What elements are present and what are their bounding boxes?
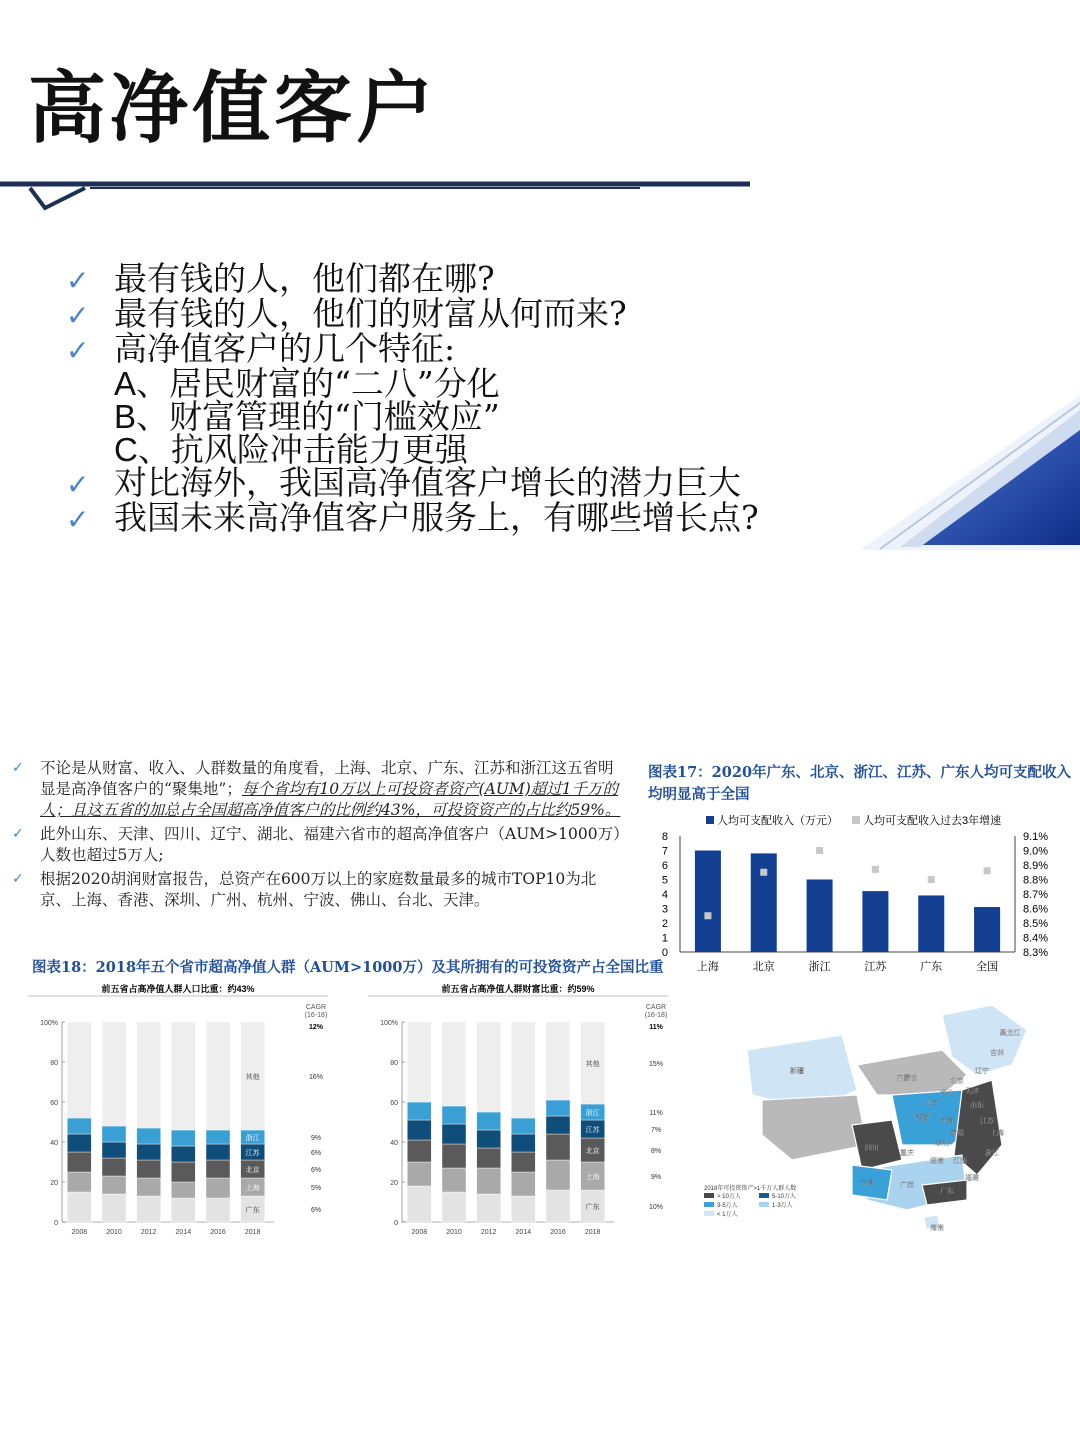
point-growth [872, 866, 879, 873]
x-tick-label: 2014 [515, 1229, 532, 1236]
x-tick-label: 广东 [920, 961, 943, 973]
map-label: 山西 [925, 1100, 939, 1107]
stack-segment [67, 1172, 91, 1192]
map-legend-swatch [704, 1202, 714, 1207]
stack-segment [137, 1160, 161, 1178]
stack-segment [546, 1190, 570, 1222]
cagr-value: 10% [648, 1204, 664, 1211]
stack-segment [546, 1116, 570, 1134]
y-tick-label: 20 [390, 1180, 398, 1187]
figure18-title: 图表18：2018年五个省市超高净值人群（AUM>1000万）及其所拥有的可投资资产占全国比重 [32, 959, 664, 976]
bullet-item: ✓ 最有钱的人，他们都在哪? [66, 259, 495, 298]
cagr-value: 7% [650, 1127, 662, 1134]
stack-segment [442, 1106, 466, 1124]
stack-segment [206, 1130, 230, 1144]
check-icon: ✓ [66, 334, 90, 367]
analysis-bullet: ✓ 此外山东、天津、四川、辽宁、湖北、福建六省市的超高净值客户（AUM>1000万）人数也超过5万人; [12, 825, 621, 864]
map-label: 湖南 [930, 1158, 944, 1165]
series-label: 其他 [585, 1061, 600, 1068]
y-tick-label: 0 [394, 1220, 398, 1227]
cagr-value: 11% [649, 1110, 663, 1117]
region-inner-mongolia [857, 1050, 967, 1095]
y2-tick-label: 8.4% [1023, 932, 1049, 945]
check-icon: ✓ [66, 299, 90, 332]
map-label: 天津 [965, 1088, 979, 1095]
stack-segment [206, 1198, 230, 1222]
point-growth [704, 912, 711, 919]
stack-segment [442, 1168, 466, 1192]
stack-segment [546, 1100, 570, 1116]
cagr-value: 5% [310, 1185, 322, 1192]
map-label: 山东 [970, 1102, 984, 1109]
cagr-value: 16% [308, 1074, 324, 1081]
stack-segment [442, 1144, 466, 1168]
map-label: 江苏 [980, 1118, 994, 1125]
stack-segment [407, 1140, 431, 1162]
page-title: 高净值客户 [28, 63, 439, 154]
series-label: 北京 [585, 1148, 600, 1155]
stack-segment [137, 1022, 161, 1128]
legend-label-points: 人均可支配收入过去3年增速 [863, 815, 1002, 827]
legend-swatch-points [852, 816, 860, 824]
stack-segment [102, 1142, 126, 1158]
map-legend-label: 1-3万人 [772, 1203, 793, 1209]
map-legend-label: > 10万人 [717, 1194, 741, 1200]
stack-segment [477, 1168, 501, 1194]
feature-item: C、抗风险冲击能力更强 [114, 430, 468, 469]
x-tick-label: 2008 [71, 1229, 88, 1236]
y2-tick-label: 8.5% [1023, 918, 1049, 930]
map-label: 海南 [930, 1225, 944, 1232]
cagr-value: 8% [650, 1148, 662, 1155]
series-label: 上海 [585, 1174, 600, 1181]
stack-segment [67, 1118, 91, 1134]
y-tick-label: 5 [661, 874, 668, 887]
x-tick-label: 全国 [976, 961, 999, 973]
map-label: 浙江 [985, 1150, 999, 1157]
map-label: 江西 [953, 1158, 967, 1165]
y2-tick-label: 9.1% [1023, 831, 1049, 843]
cagr-total: 12% [308, 1024, 324, 1031]
y-tick-label: 60 [390, 1100, 398, 1107]
x-tick-label: 2016 [550, 1229, 566, 1236]
y-tick-label: 80 [50, 1060, 58, 1067]
stack-segment [477, 1022, 501, 1112]
cagr-value: 6% [310, 1207, 322, 1214]
map-label: 河南 [940, 1118, 954, 1125]
region-tibet-qinghai [762, 1095, 867, 1160]
stack-segment [511, 1134, 535, 1152]
map-legend-swatch [704, 1193, 714, 1198]
cagr-value: 6% [310, 1167, 322, 1174]
point-growth [984, 867, 991, 874]
figure17-title: 图表17：2020年广东、北京、浙江、江苏、广东人均可支配收入均明显高于全国 [648, 764, 1072, 803]
map-label: 重庆 [900, 1150, 914, 1157]
main-bullet-list [66, 259, 759, 537]
cagr-value: 6% [310, 1150, 322, 1157]
analysis-bullet: ✓ 根据2020胡润财富报告，总资产在600万以上的家庭数量最多的城市TOP10为北京、上海、香港、深圳、广州、杭州、宁波、佛山、台北、天津。 [12, 870, 597, 909]
map-legend-swatch [759, 1193, 769, 1198]
stack-segment [67, 1022, 91, 1118]
series-label: 上海 [245, 1185, 260, 1192]
y2-tick-label: 8.3% [1023, 947, 1049, 959]
feature-item: B、财富管理的“门槛效应” [114, 397, 500, 436]
series-label: 北京 [245, 1167, 260, 1174]
china-hnw-map [692, 995, 1042, 1240]
y-tick-label: 1 [661, 932, 668, 945]
series-label: 江苏 [585, 1127, 600, 1134]
x-tick-label: 2014 [175, 1229, 192, 1236]
y2-tick-label: 9.0% [1023, 845, 1049, 858]
map-legend-title: 2018年可投资资产>1千万人群人数 [704, 1186, 797, 1192]
x-tick-label: 2012 [480, 1229, 497, 1236]
stack-segment [171, 1182, 195, 1198]
map-label: 吉林 [990, 1050, 1004, 1057]
stack-segment [137, 1144, 161, 1160]
cagr-header: (16-18) [644, 1012, 668, 1019]
map-label: 辽宁 [975, 1068, 989, 1075]
x-tick-label: 浙江 [808, 961, 831, 973]
stack-segment [67, 1152, 91, 1172]
map-label: 河北 [940, 1090, 954, 1097]
point-growth [816, 847, 823, 854]
y2-tick-label: 8.9% [1023, 860, 1049, 872]
map-label: 福建 [965, 1175, 979, 1182]
stack-segment [407, 1102, 431, 1120]
analysis-bullet: ✓ 不论是从财富、收入、人群数量的角度看，上海、北京、广东、江苏和浙江这五省明显是高净值客户的“聚集地”；每个省均有10万以上可投资者资产(AUM)超过1千万的人；且这五省的加总占全国超高净值客户的比例约43%，可投资资产的占比约59%。 [12, 759, 621, 819]
map-legend-swatch [704, 1211, 714, 1216]
stack-segment [102, 1176, 126, 1194]
stack-segment [102, 1022, 126, 1126]
series-label: 浙江 [245, 1135, 260, 1142]
stack-segment [546, 1134, 570, 1160]
map-label: 广西 [900, 1182, 914, 1189]
point-growth [928, 876, 935, 883]
series-label: 广东 [585, 1204, 600, 1211]
bullet-item: ✓ 高净值客户的几个特征: [66, 329, 456, 368]
series-label: 江苏 [245, 1150, 260, 1157]
stack-segment [477, 1112, 501, 1130]
check-icon: ✓ [66, 264, 90, 297]
cagr-value: 15% [648, 1061, 664, 1068]
map-label: 内蒙古 [896, 1075, 918, 1082]
population-share-stacked-chart [18, 982, 338, 1240]
map-legend-label: < 1万人 [717, 1212, 738, 1218]
y-tick-label: 7 [661, 845, 668, 858]
bar-income [918, 895, 944, 952]
stack-segment [511, 1118, 535, 1134]
x-tick-label: 2010 [446, 1229, 462, 1236]
stack-segment [102, 1126, 126, 1142]
analysis-text [12, 758, 622, 914]
stack-segment [546, 1022, 570, 1100]
x-tick-label: 2008 [411, 1229, 428, 1236]
map-legend-label: 5-10万人 [772, 1194, 797, 1200]
map-legend-label: 3-5万人 [717, 1203, 738, 1209]
stack-segment [171, 1130, 195, 1146]
stack-segment [171, 1198, 195, 1222]
y-tick-label: 6 [661, 860, 668, 872]
stack-segment [67, 1134, 91, 1152]
map-label: 上海 [990, 1130, 1004, 1137]
stack-segment [407, 1162, 431, 1186]
series-label: 其他 [245, 1074, 260, 1081]
chart-title: 前五省占高净值人群财富比重：约59% [441, 984, 595, 994]
stack-segment [67, 1192, 91, 1222]
stack-segment [206, 1178, 230, 1198]
stack-segment [407, 1120, 431, 1140]
stack-segment [102, 1158, 126, 1176]
check-icon: ✓ [12, 760, 24, 776]
stack-segment [442, 1192, 466, 1222]
x-tick-label: 2016 [210, 1229, 226, 1236]
feature-item: A、居民财富的“二八”分化 [114, 364, 500, 403]
check-icon: ✓ [66, 503, 90, 536]
series-label: 浙江 [585, 1110, 600, 1117]
map-label: 广东 [940, 1188, 954, 1195]
y-tick-label: 40 [50, 1140, 58, 1147]
stack-segment [407, 1186, 431, 1222]
y-tick-label: 4 [661, 889, 668, 901]
map-label: 黑龙江 [999, 1030, 1021, 1037]
bar-income [974, 907, 1000, 952]
stack-segment [137, 1196, 161, 1222]
legend-label-bars: 人均可支配收入（万元） [717, 815, 838, 827]
y-tick-label: 0 [54, 1220, 58, 1227]
x-tick-label: 2018 [244, 1229, 261, 1236]
y-tick-label: 100% [40, 1020, 58, 1027]
map-label: 陕西 [915, 1115, 929, 1122]
stack-segment [477, 1130, 501, 1148]
corner-screen-decoration [860, 385, 1080, 550]
title-underline-decoration [0, 180, 760, 214]
stack-segment [171, 1022, 195, 1130]
y2-tick-label: 8.7% [1023, 889, 1049, 901]
stack-segment [511, 1172, 535, 1196]
stack-segment [477, 1194, 501, 1222]
y-tick-label: 60 [50, 1100, 58, 1107]
bar-income [807, 880, 833, 953]
map-label: 四川 [865, 1145, 879, 1152]
cagr-value: 9% [310, 1135, 322, 1142]
stack-segment [511, 1196, 535, 1222]
x-tick-label: 2012 [140, 1229, 157, 1236]
x-tick-label: 北京 [752, 961, 775, 973]
y-tick-label: 8 [661, 831, 668, 843]
chart-title: 前五省占高净值人群人口比重：约43% [101, 984, 255, 994]
cagr-value: 9% [650, 1174, 662, 1181]
map-legend-swatch [759, 1202, 769, 1207]
bar-income [862, 891, 888, 952]
y-tick-label: 3 [661, 903, 668, 916]
stack-segment [477, 1148, 501, 1168]
series-label: 广东 [245, 1207, 260, 1214]
stack-segment [137, 1128, 161, 1144]
x-tick-label: 2010 [106, 1229, 122, 1236]
bullet-item: ✓ 最有钱的人，他们的财富从何而来? [66, 294, 627, 333]
cagr-header: CAGR [645, 1004, 667, 1011]
map-label: 北京 [950, 1078, 964, 1085]
check-icon: ✓ [66, 468, 90, 501]
cagr-header: (16-18) [304, 1012, 328, 1019]
point-growth [760, 869, 767, 876]
stack-segment [171, 1162, 195, 1182]
stack-segment [137, 1178, 161, 1196]
cagr-total: 11% [649, 1024, 663, 1031]
stack-segment [546, 1160, 570, 1190]
cagr-header: CAGR [305, 1004, 327, 1011]
stack-segment [102, 1194, 126, 1222]
y-tick-label: 0 [661, 947, 668, 959]
bullet-item: ✓ 我国未来高净值客户服务上，有哪些增长点? [66, 498, 759, 537]
stack-segment [206, 1022, 230, 1130]
check-icon: ✓ [12, 826, 24, 842]
y-tick-label: 80 [390, 1060, 398, 1067]
map-label: 新疆 [790, 1068, 804, 1075]
x-tick-label: 2018 [584, 1229, 601, 1236]
y-tick-label: 100% [380, 1020, 398, 1027]
y2-tick-label: 8.6% [1023, 903, 1049, 916]
stack-segment [407, 1022, 431, 1102]
wealth-share-stacked-chart [358, 982, 678, 1240]
check-icon: ✓ [12, 871, 24, 887]
x-tick-label: 江苏 [864, 961, 887, 973]
y-tick-label: 40 [390, 1140, 398, 1147]
stack-segment [206, 1144, 230, 1160]
stack-segment [171, 1146, 195, 1162]
stack-segment [511, 1152, 535, 1172]
stack-segment [442, 1124, 466, 1144]
stack-segment [511, 1022, 535, 1118]
map-label: 湖北 [935, 1140, 949, 1147]
bullet-item: ✓ 对比海外，我国高净值客户增长的潜力巨大 [66, 463, 741, 502]
stack-segment [442, 1022, 466, 1106]
bar-income [751, 853, 777, 952]
legend-swatch-bars [706, 816, 714, 824]
y2-tick-label: 8.8% [1023, 874, 1049, 887]
map-label: 安徽 [950, 1130, 964, 1137]
map-label: 云南 [860, 1180, 874, 1187]
y-tick-label: 2 [661, 918, 668, 930]
x-tick-label: 上海 [696, 961, 719, 973]
stack-segment [206, 1160, 230, 1178]
bar-income [695, 851, 721, 953]
y-tick-label: 20 [50, 1180, 58, 1187]
